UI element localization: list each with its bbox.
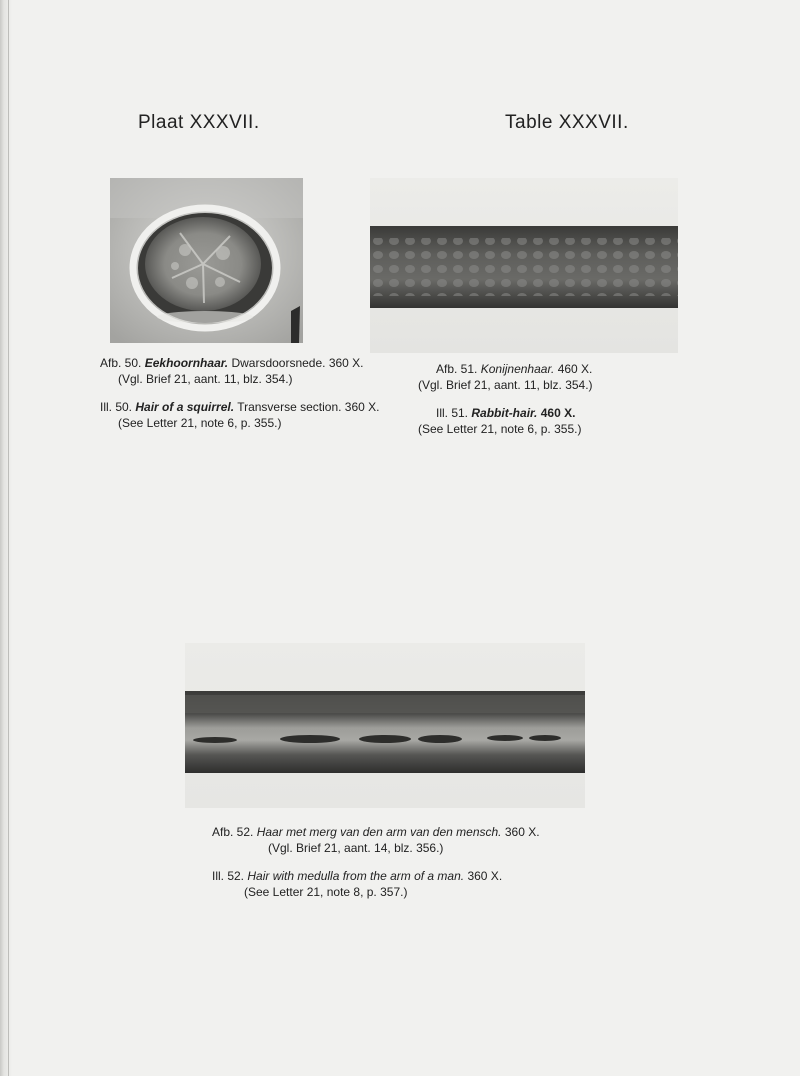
figure-52-nl-desc: 360 X. bbox=[504, 825, 540, 839]
figure-52-en-ref: (See Letter 21, note 8, p. 357.) bbox=[244, 885, 408, 899]
figure-51-nl-species: Konijnenhaar. bbox=[480, 362, 555, 376]
figure-52-en-desc: 360 X. bbox=[467, 869, 503, 883]
figure-51-en-species: Rabbit-hair. bbox=[471, 406, 538, 420]
figure-50-nl-species: Eekhoornhaar. bbox=[144, 356, 229, 370]
figure-51-en-desc: 460 X. bbox=[540, 406, 576, 420]
figure-51-nl-ref: (Vgl. Brief 21, aant. 11, blz. 354.) bbox=[418, 378, 593, 392]
page-spine-shadow bbox=[0, 0, 12, 1076]
figure-51-photo bbox=[370, 178, 678, 353]
figure-50-nl-desc: Dwarsdoorsnede. 360 X. bbox=[231, 356, 364, 370]
figure-52-en-species: Hair with medulla from the arm of a man. bbox=[247, 869, 465, 883]
plate-title-english: Table XXXVII. bbox=[505, 112, 629, 133]
plate-title-dutch: Plaat XXXVII. bbox=[138, 112, 260, 133]
figure-51-nl-desc: 460 X. bbox=[557, 362, 593, 376]
figure-52-nl-species: Haar met merg van den arm van den mensch. bbox=[256, 825, 502, 839]
figure-51-nl-prefix: Afb. 51. bbox=[436, 362, 478, 376]
figure-50-nl-prefix: Afb. 50. bbox=[100, 356, 142, 370]
figure-50-nl-ref: (Vgl. Brief 21, aant. 11, blz. 354.) bbox=[118, 372, 293, 386]
figure-51-en-prefix: Ill. 51. bbox=[436, 406, 469, 420]
figure-50-en-ref: (See Letter 21, note 6, p. 355.) bbox=[118, 416, 282, 430]
figure-50-caption bbox=[100, 355, 379, 431]
page-gutter-line bbox=[8, 0, 9, 1076]
figure-52-caption bbox=[212, 824, 540, 900]
figure-50-en-species: Hair of a squirrel. bbox=[135, 400, 235, 414]
figure-50-en-prefix: Ill. 50. bbox=[100, 400, 133, 414]
figure-51-en-ref: (See Letter 21, note 6, p. 355.) bbox=[418, 422, 582, 436]
figure-52-nl-prefix: Afb. 52. bbox=[212, 825, 254, 839]
figure-52-nl-ref: (Vgl. Brief 21, aant. 14, blz. 356.) bbox=[268, 841, 444, 855]
figure-50-photo bbox=[110, 178, 303, 343]
figure-50-en-desc: Transverse section. 360 X. bbox=[237, 400, 380, 414]
figure-52-photo bbox=[185, 643, 585, 808]
figure-51-caption bbox=[418, 361, 593, 437]
figure-52-en-prefix: Ill. 52. bbox=[212, 869, 245, 883]
